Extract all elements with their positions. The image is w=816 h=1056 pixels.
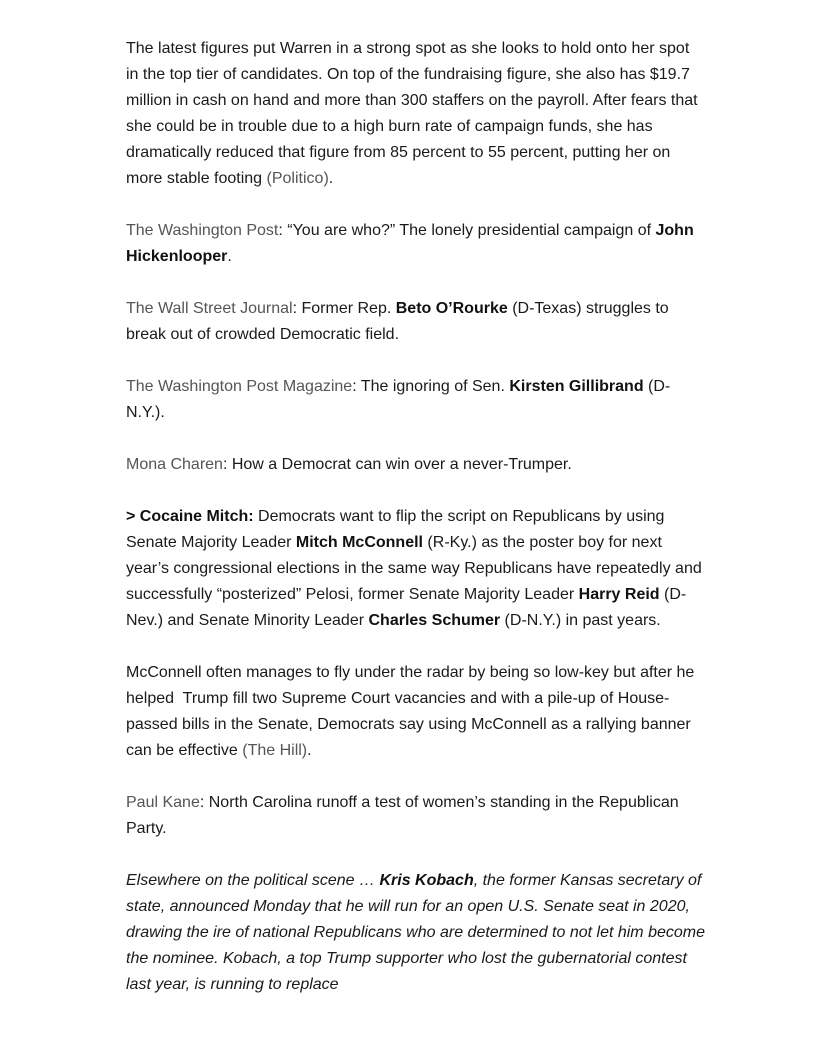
name-schumer: Charles Schumer	[368, 612, 501, 629]
name-orourke: Beto O’Rourke	[395, 300, 508, 317]
paragraph-text: , the former Kansas secretary of state, announced Monday that he will run for an open U.S. Senate seat in 2020, drawing the ire of national Republicans who are determined to not let him become the nominee. Kobach, a top Trump supporter who lost the gubernatorial contest last year, is running to replace	[126, 872, 705, 993]
paragraph-text: : How a Democrat can win over a never-Trumper.	[222, 456, 572, 473]
source-link-washington-post-magazine[interactable]: The Washington Post Magazine	[126, 378, 353, 395]
name-reid: Harry Reid	[578, 586, 660, 603]
name-kobach: Kris Kobach	[379, 872, 474, 889]
paragraph-mcconnell-radar	[126, 660, 706, 764]
source-link-mona-charen[interactable]: Mona Charen	[126, 456, 223, 473]
paragraph-text: (D-N.Y.).	[126, 378, 671, 421]
name-mcconnell: Mitch McConnell	[295, 534, 423, 551]
paragraph-text: Elsewhere on the political scene …	[126, 872, 380, 889]
paragraph-text: (D-Texas) struggles to break out of crowded Democratic field.	[126, 300, 669, 343]
paragraph-text: The latest figures put Warren in a strong spot as she looks to hold onto her spot in the top tier of candidates. On top of the fundraising figure, she also has $19.7 million in cash on hand and more than 300 staffers on the payroll. After fears that she could be in trouble due to a high burn rate of campaign funds, she has dramatically reduced that figure from 85 percent to 55 percent, putting her on more stable footing	[126, 40, 698, 187]
paragraph-text: : “You are who?” The lonely presidential campaign of	[278, 222, 656, 239]
punctuation: .	[307, 742, 312, 759]
paragraph-cocaine-mitch	[126, 504, 706, 634]
paragraph-text: (D-N.Y.) in past years.	[500, 612, 661, 629]
paragraph-gillibrand	[126, 374, 706, 426]
paragraph-text: McConnell often manages to fly under the radar by being so low-key but after he helped Trump fill two Supreme Court vacancies and with a pile-up of House-passed bills in the Senate, Democrats say using McConnell as a rallying banner can be effective	[126, 664, 695, 759]
punctuation: .	[328, 170, 334, 187]
article-body	[126, 36, 706, 1024]
source-link-wall-street-journal[interactable]: The Wall Street Journal	[126, 300, 293, 317]
paragraph-text: Democrats want to flip the script on Republicans by using Senate Majority Leader	[126, 508, 665, 551]
paragraph-orourke	[126, 296, 706, 348]
paragraph-text: : The ignoring of Sen.	[352, 378, 510, 395]
name-hickenlooper: John Hickenlooper	[126, 222, 694, 265]
punctuation: .	[227, 248, 232, 265]
paragraph-hickenlooper	[126, 218, 706, 270]
source-link-washington-post[interactable]: The Washington Post	[126, 222, 279, 239]
paragraph-text: (D-Nev.) and Senate Minority Leader	[126, 586, 687, 629]
paragraph-text: : North Carolina runoff a test of women’s standing in the Republican Party.	[126, 794, 679, 837]
paragraph-warren-fundraising	[126, 36, 706, 192]
paragraph-text: (R-Ky.) as the poster boy for next year’s congressional elections in the same way Republicans have repeatedly and successfully “posterized” Pelosi, former Senate Majority Leader	[126, 534, 702, 603]
paragraph-kobach	[126, 868, 706, 998]
source-link-paul-kane[interactable]: Paul Kane	[126, 794, 200, 811]
paragraph-charen	[126, 452, 706, 478]
paragraph-kane	[126, 790, 706, 842]
paragraph-text: : Former Rep.	[292, 300, 396, 317]
source-link-the-hill[interactable]: (The Hill)	[242, 742, 308, 759]
source-link-politico[interactable]: (Politico)	[266, 170, 329, 187]
section-heading: > Cocaine Mitch:	[126, 508, 254, 525]
name-gillibrand: Kirsten Gillibrand	[509, 378, 644, 395]
